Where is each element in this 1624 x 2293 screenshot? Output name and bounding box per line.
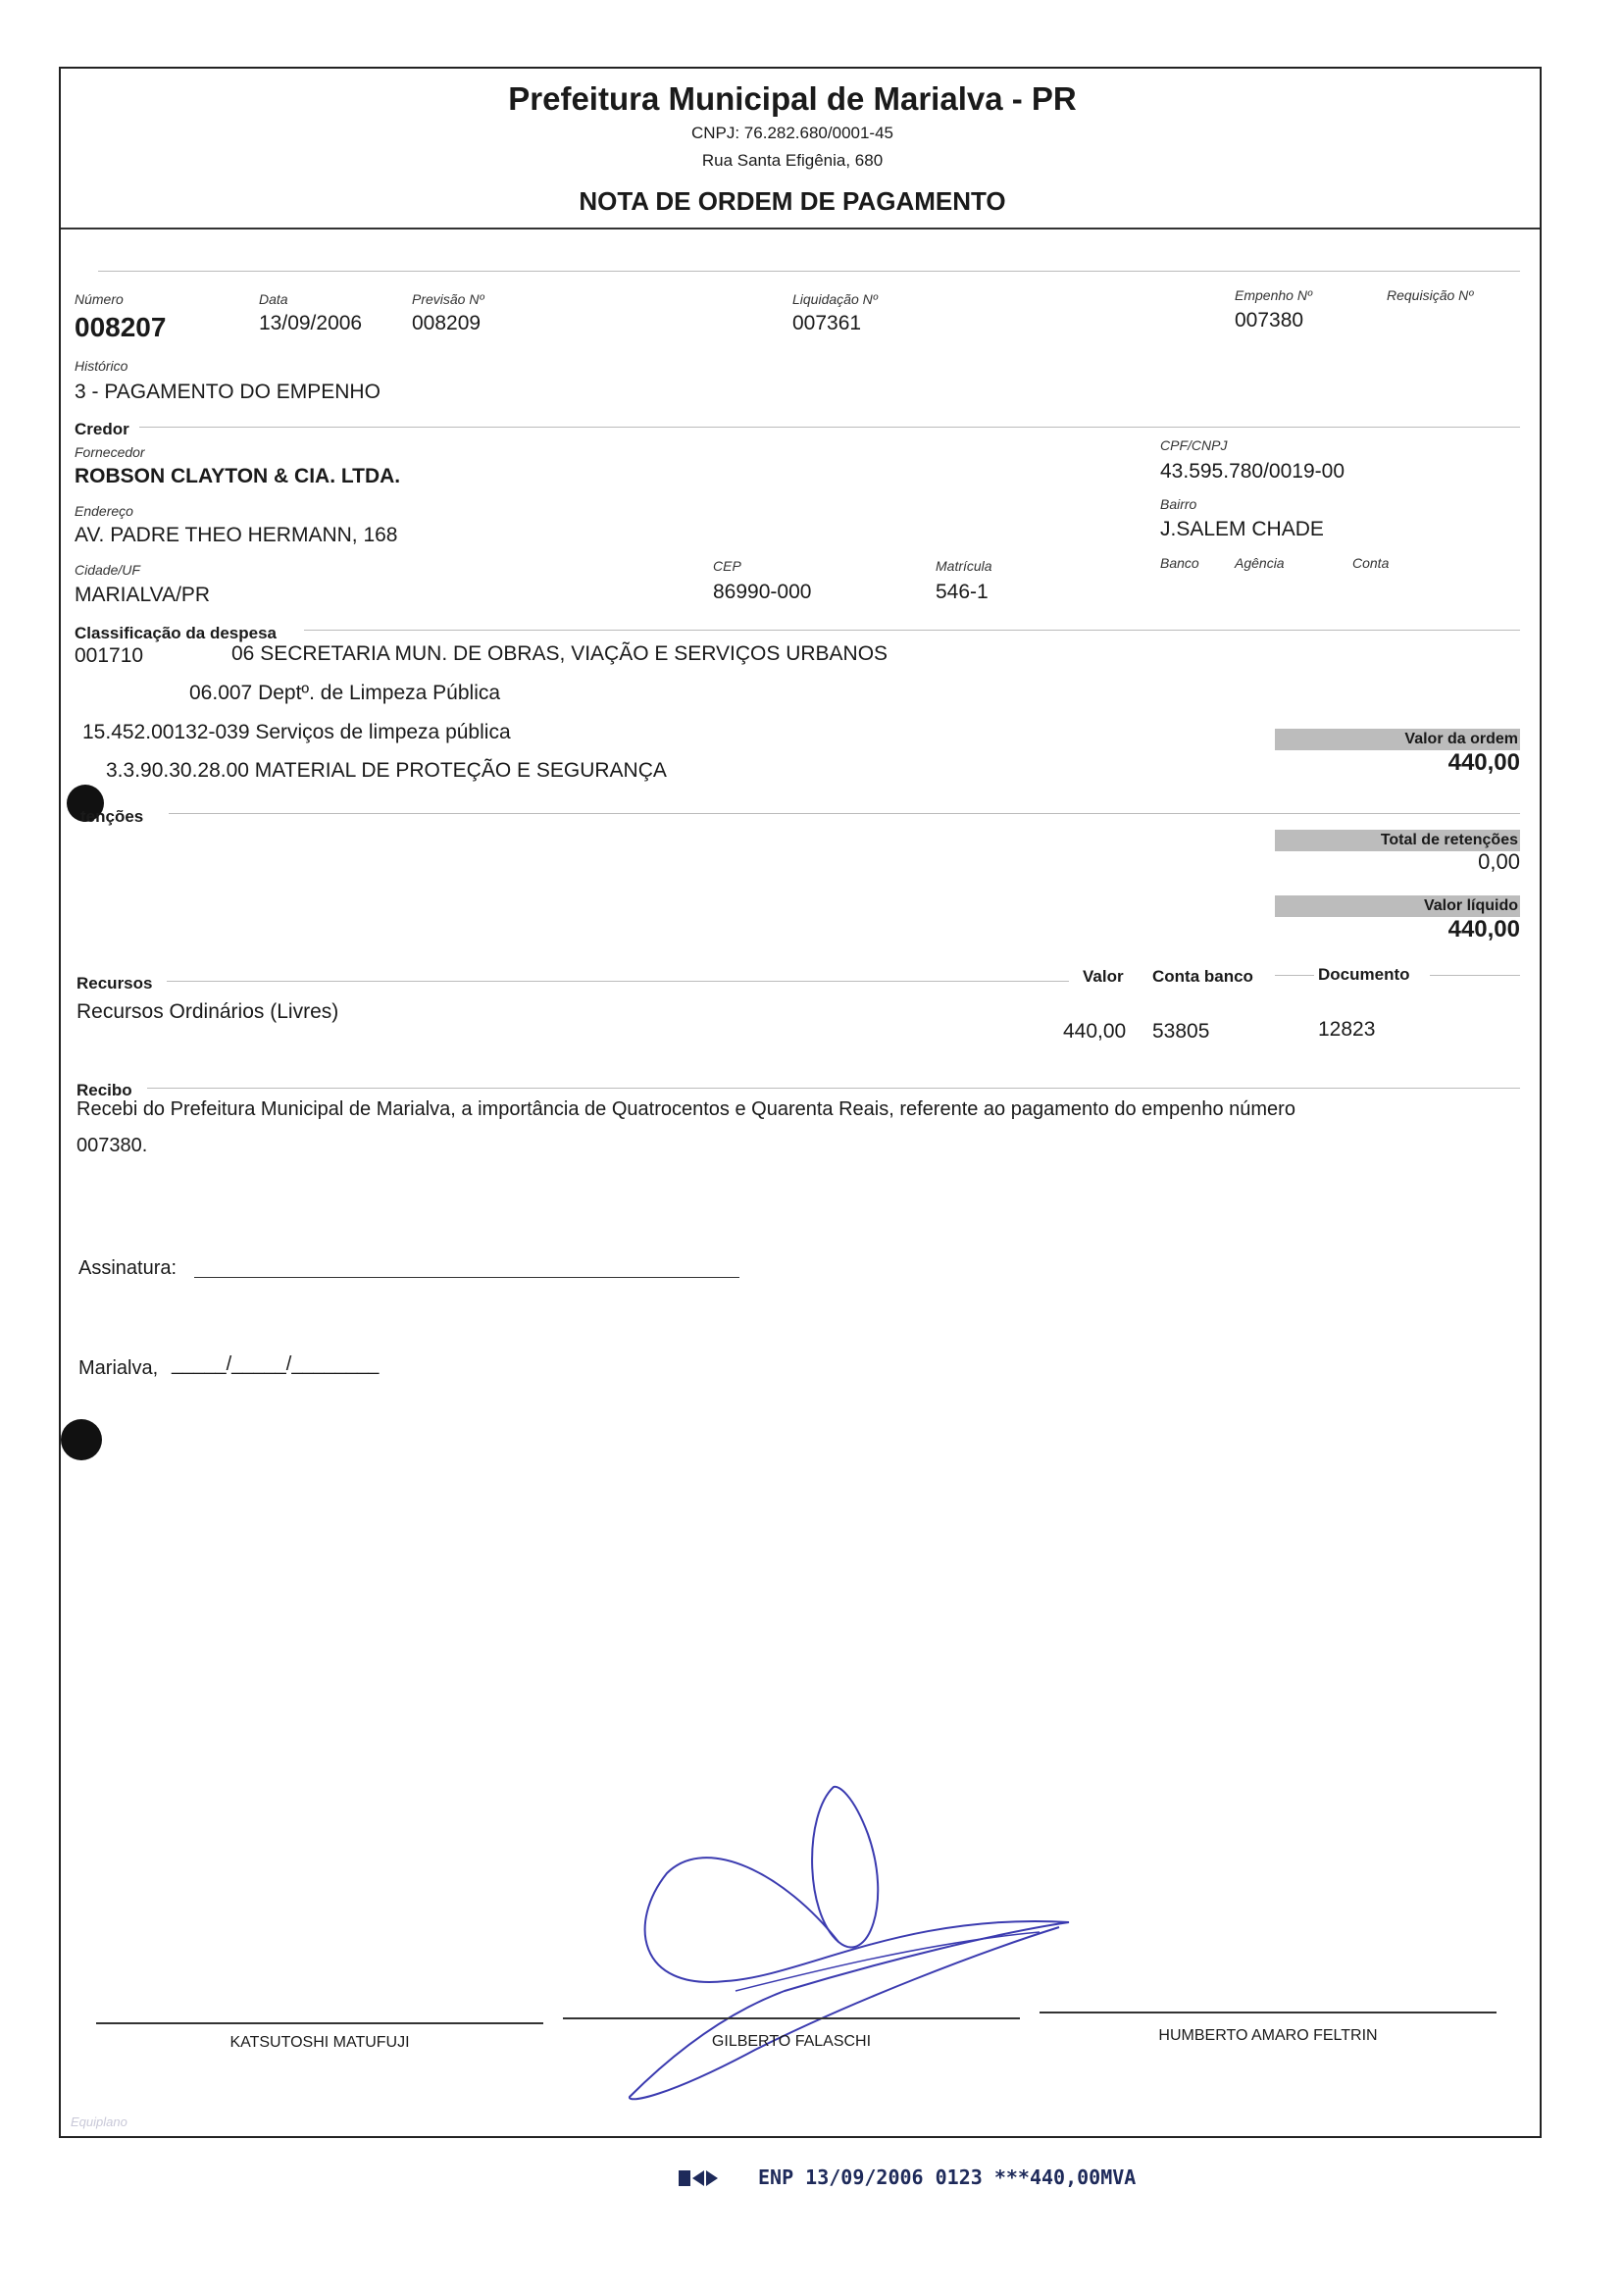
recursos-descricao: Recursos Ordinários (Livres) xyxy=(76,1000,339,1023)
previsao-value: 008209 xyxy=(412,312,482,334)
assinatura-line xyxy=(194,1277,739,1278)
classificacao-title: Classificação da despesa xyxy=(75,624,278,642)
valor-liquido-value: 440,00 xyxy=(1447,916,1520,943)
retencoes-divider xyxy=(169,813,1520,814)
recibo-line2: 007380. xyxy=(76,1135,148,1156)
date-blanks: _____/_____/________ xyxy=(172,1353,380,1375)
recursos-valor-label: Valor xyxy=(1083,967,1124,986)
signature-name-3: HUMBERTO AMARO FELTRIN xyxy=(1158,2027,1378,2044)
numero-value: 008207 xyxy=(75,312,167,342)
data-label: Data xyxy=(259,291,288,307)
classificacao-code: 001710 xyxy=(75,644,144,667)
empenho-value: 007380 xyxy=(1235,309,1304,331)
valor-liquido-label: Valor líquido xyxy=(1275,895,1520,917)
banco-label: Banco xyxy=(1160,555,1199,571)
recursos-conta-label: Conta banco xyxy=(1152,967,1253,986)
historico-value: 3 - PAGAMENTO DO EMPENHO xyxy=(75,381,381,403)
classificacao-line1: 06 SECRETARIA MUN. DE OBRAS, VIAÇÃO E SERVIÇOS URBANOS xyxy=(231,642,888,665)
liquidacao-label: Liquidação Nº xyxy=(792,291,878,307)
conta-label: Conta xyxy=(1352,555,1390,571)
recursos-conta: 53805 xyxy=(1152,1020,1210,1043)
org-cnpj: CNPJ: 76.282.680/0001-45 xyxy=(690,124,894,142)
empenho-label: Empenho Nº xyxy=(1235,287,1313,303)
matricula-value: 546-1 xyxy=(936,581,989,603)
recibo-line1: Recebi do Prefeitura Municipal de Marialva, a importância de Quatrocentos e Quarenta Reais, referente ao pagamento do empenho número xyxy=(76,1098,1295,1120)
agencia-label: Agência xyxy=(1235,555,1285,571)
signature-name-2: GILBERTO FALASCHI xyxy=(711,2033,872,2050)
retencoes-title: tenções xyxy=(80,807,144,826)
recursos-documento-label: Documento xyxy=(1318,965,1410,984)
fornecedor-value: ROBSON CLAYTON & CIA. LTDA. xyxy=(75,465,401,487)
ident-divider xyxy=(98,271,1520,272)
bairro-value: J.SALEM CHADE xyxy=(1160,518,1324,540)
local-label: Marialva, xyxy=(78,1357,159,1379)
recursos-documento: 12823 xyxy=(1318,1018,1376,1041)
credor-title: Credor xyxy=(75,420,129,438)
fornecedor-label: Fornecedor xyxy=(75,444,145,460)
signature-name-1: KATSUTOSHI MATUFUJI xyxy=(229,2034,410,2051)
classificacao-line2: 06.007 Deptº. de Limpeza Pública xyxy=(189,682,501,704)
endereco-value: AV. PADRE THEO HERMANN, 168 xyxy=(75,524,398,546)
previsao-label: Previsão Nº xyxy=(412,291,484,307)
classificacao-line3: 15.452.00132-039 Serviços de limpeza pública xyxy=(82,721,511,743)
cidade-label: Cidade/UF xyxy=(75,562,140,578)
recibo-divider xyxy=(147,1088,1520,1089)
header-divider xyxy=(61,228,1540,229)
liquidacao-value: 007361 xyxy=(792,312,862,334)
recursos-divider xyxy=(167,981,1069,982)
valor-ordem-value: 440,00 xyxy=(1447,749,1520,776)
valor-ordem-label: Valor da ordem xyxy=(1275,729,1520,750)
bank-stamp-text: ENP 13/09/2006 0123 ***440,00MVA xyxy=(758,2166,1137,2189)
software-watermark: Equiplano xyxy=(71,2115,127,2129)
historico-label: Histórico xyxy=(75,358,128,374)
total-retencoes-value: 0,00 xyxy=(1478,849,1520,874)
numero-label: Número xyxy=(75,291,124,307)
endereco-label: Endereço xyxy=(75,503,133,519)
bank-logo-icon xyxy=(679,2168,718,2188)
recursos-valor: 440,00 xyxy=(1063,1020,1127,1043)
bairro-label: Bairro xyxy=(1160,496,1197,512)
recibo-title: Recibo xyxy=(76,1081,132,1099)
signature-line-2 xyxy=(563,2017,1020,2019)
recursos-title: Recursos xyxy=(76,974,153,993)
cpf-value: 43.595.780/0019-00 xyxy=(1160,460,1345,483)
recursos-divider-3 xyxy=(1430,975,1520,976)
signature-line-1 xyxy=(96,2022,543,2024)
signature-line-3 xyxy=(1040,2012,1497,2013)
punch-hole-mark-2 xyxy=(61,1419,102,1460)
assinatura-label: Assinatura: xyxy=(78,1257,178,1279)
classificacao-line4: 3.3.90.30.28.00 MATERIAL DE PROTEÇÃO E SEGURANÇA xyxy=(106,759,667,782)
cep-value: 86990-000 xyxy=(713,581,812,603)
requisicao-label: Requisição Nº xyxy=(1387,287,1474,303)
total-retencoes-label: Total de retenções xyxy=(1275,830,1520,851)
data-value: 13/09/2006 xyxy=(259,312,363,334)
cidade-value: MARIALVA/PR xyxy=(75,584,211,606)
cep-label: CEP xyxy=(713,558,741,574)
org-address: Rua Santa Efigênia, 680 xyxy=(701,151,884,170)
cpf-label: CPF/CNPJ xyxy=(1160,437,1228,453)
credor-divider xyxy=(139,427,1520,428)
org-title: Prefeitura Municipal de Marialva - PR xyxy=(508,80,1077,117)
recursos-divider-2 xyxy=(1275,975,1314,976)
document-title: NOTA DE ORDEM DE PAGAMENTO xyxy=(579,186,1006,216)
classificacao-divider xyxy=(304,630,1520,631)
matricula-label: Matrícula xyxy=(936,558,992,574)
handwritten-signature xyxy=(608,1785,1079,2109)
